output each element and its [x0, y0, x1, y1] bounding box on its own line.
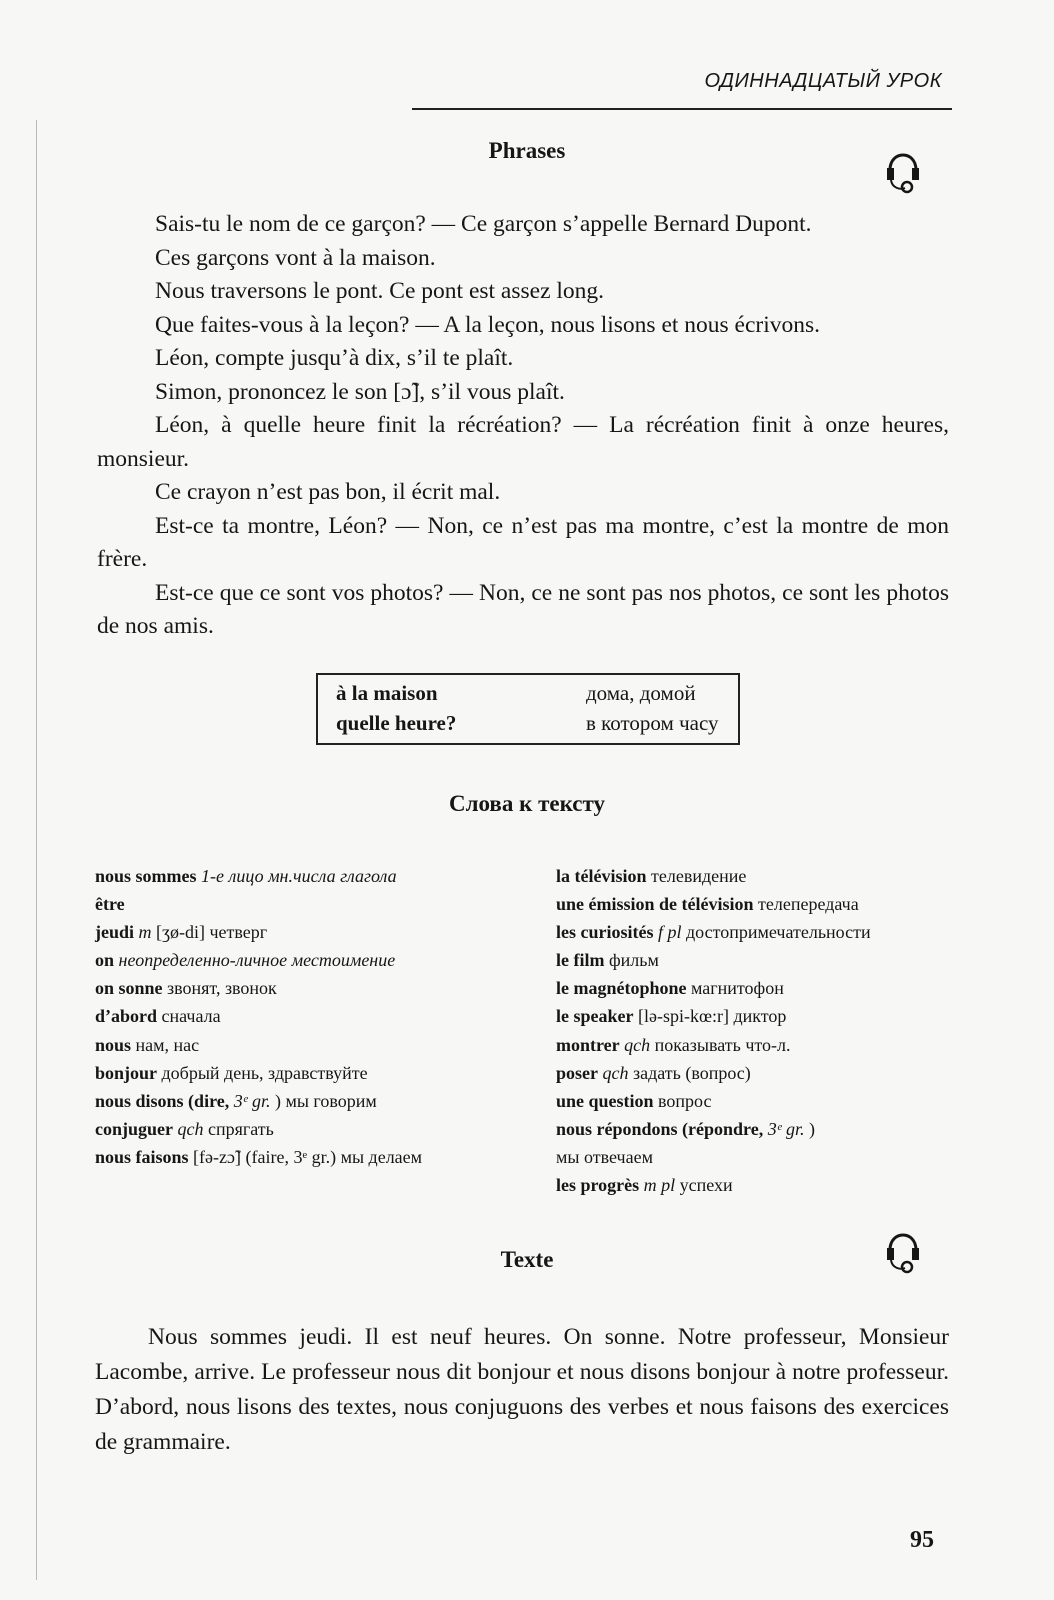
scan-margin-line — [36, 120, 37, 1580]
word-definition: [ʒø-di] четверг — [156, 922, 268, 943]
vocab-row — [336, 711, 728, 741]
word-definition: успехи — [679, 1175, 733, 1196]
word-entry — [556, 1171, 871, 1199]
phrase-line: Que faites-vous à la leçon? — A la leçon, nous lisons et nous écrivons. — [155, 311, 821, 338]
phrase-line: Léon, à quelle heure finit la récréation? — La récréation finit à onze heures, monsieur. — [97, 412, 949, 472]
word-definition: ) мы говорим — [274, 1090, 377, 1111]
word-entry — [556, 1059, 871, 1087]
page-number: 95 — [910, 1527, 934, 1553]
word-definition: фильм — [608, 950, 659, 971]
word-definition: мы отвечаем — [556, 1146, 653, 1167]
vocab-french: quelle heure? — [336, 711, 457, 735]
word-definition: добрый день, здравствуйте — [161, 1062, 368, 1083]
word-definition: спрягать — [208, 1118, 274, 1139]
word-entry — [95, 1031, 422, 1059]
phrase-line: Sais-tu le nom de ce garçon? — Ce garçon s’appelle Bernard Dupont. — [155, 211, 812, 237]
phrases-block — [97, 208, 949, 644]
texte-body — [95, 1320, 949, 1460]
word-term: nous — [95, 1034, 132, 1055]
word-definition: вопрос — [658, 1090, 712, 1111]
vocab-row — [336, 681, 728, 711]
word-term: bonjour — [95, 1062, 158, 1083]
words-title: Слова к тексту — [448, 791, 605, 816]
word-note: m — [138, 922, 152, 943]
word-note: f pl — [657, 922, 682, 943]
word-entry — [95, 918, 422, 946]
word-term: jeudi — [95, 922, 135, 943]
texte-paragraph: Nous sommes jeudi. Il est neuf heures. On sonne. Notre professeur, Monsieur Lacombe, arrive. Le professeur nous dit bonjour et nous disons bonjour à notre professeur. D’abord, nous lisons des textes, nous conjuguons des verbes et nous faisons des exercices de grammaire. — [95, 1324, 949, 1455]
word-definition: телепередача — [758, 894, 859, 915]
words-right-column — [556, 862, 871, 1199]
word-term: nous répondons (répondre, — [556, 1118, 764, 1139]
word-term: conjuguer — [95, 1118, 173, 1139]
word-note: qch — [177, 1118, 204, 1139]
word-note: qch — [602, 1062, 629, 1083]
headphones-icon — [886, 1222, 920, 1274]
word-term: nous disons (dire, — [95, 1090, 230, 1111]
vocab-box — [316, 673, 740, 745]
word-entry — [556, 890, 871, 918]
word-term: montrer — [556, 1034, 620, 1055]
word-definition: сначала — [161, 1006, 221, 1027]
word-entry — [95, 890, 422, 918]
phrase-line: Ces garçons vont à la maison. — [155, 244, 436, 271]
vocab-russian: дома, домой — [586, 681, 696, 705]
word-term: le speaker — [556, 1006, 634, 1027]
word-term: poser — [556, 1062, 598, 1083]
phrase-line: Ce crayon n’est pas bon, il écrit mal. — [155, 479, 501, 505]
running-head: ОДИННАДЦАТЫЙ УРОК — [704, 70, 942, 92]
word-term: on sonne — [95, 978, 163, 999]
word-term: nous faisons — [95, 1146, 189, 1167]
word-definition: телевидение — [651, 866, 747, 886]
header-rule — [412, 108, 952, 110]
word-entry — [95, 862, 422, 890]
word-entry — [95, 974, 422, 1002]
word-term: la télévision — [556, 866, 647, 886]
word-term: les curiosités — [556, 922, 654, 943]
word-entry — [556, 1087, 871, 1115]
word-term: on — [95, 950, 115, 971]
headphones-icon — [886, 142, 920, 194]
word-definition: [fə-zɔ̃] (faire, 3ᵉ gr.) мы делаем — [193, 1146, 423, 1167]
phrase-line: Nous traversons le pont. Ce pont est assez long. — [155, 278, 605, 304]
phrase-line: Est-ce que ce sont vos photos? — Non, ce ne sont pas nos photos, ce sont les photos de nos amis. — [97, 579, 949, 639]
word-note: неопределенно-личное местоимение — [118, 950, 396, 971]
phrase-line: Léon, compte jusqu’à dix, s’il te plaît. — [155, 345, 514, 371]
word-entry — [95, 1143, 422, 1171]
word-entry — [95, 1115, 422, 1143]
phrase-line: Est-ce ta montre, Léon? — Non, ce n’est pas ma montre, c’est la montre de mon frère. — [97, 512, 949, 572]
word-term: être — [95, 894, 125, 915]
word-entry — [556, 1031, 871, 1059]
word-note: qch — [624, 1034, 651, 1055]
word-entry — [95, 946, 422, 974]
word-definition: нам, нас — [135, 1034, 200, 1055]
word-note: m pl — [643, 1175, 676, 1196]
word-definition: [lə-spi-kœ:r] диктор — [637, 1006, 787, 1027]
word-entry — [556, 918, 871, 946]
texte-title: Texte — [500, 1247, 554, 1272]
vocab-russian: в котором часу — [586, 711, 719, 735]
words-left-column — [95, 862, 422, 1171]
word-term: une question — [556, 1090, 654, 1111]
word-entry — [95, 1059, 422, 1087]
word-entry — [556, 1115, 871, 1143]
word-definition: достопримечательности — [686, 922, 871, 943]
word-note: 3ᵉ gr. — [767, 1118, 805, 1139]
word-term: le film — [556, 950, 605, 971]
word-entry — [556, 974, 871, 1002]
word-term: d’abord — [95, 1006, 158, 1027]
word-entry — [556, 862, 871, 890]
word-definition: показывать что-л. — [654, 1034, 791, 1055]
vocab-french: à la maison — [336, 681, 438, 705]
word-definition: задать (вопрос) — [633, 1062, 751, 1083]
word-term: nous sommes — [95, 866, 197, 886]
word-entry — [556, 1002, 871, 1030]
word-note: 3ᵉ gr. — [233, 1090, 271, 1111]
word-definition: ) — [808, 1118, 815, 1139]
word-entry — [556, 946, 871, 974]
word-entry — [95, 1087, 422, 1115]
word-entry — [95, 1002, 422, 1030]
word-definition: магнитофон — [691, 978, 784, 999]
word-term: une émission de télévision — [556, 894, 754, 915]
word-entry — [556, 1143, 871, 1171]
word-term: le magnétophone — [556, 978, 687, 999]
word-note: 1-е лицо мн.числа глагола — [201, 866, 397, 886]
phrase-line: Simon, prononcez le son [ɔ̃], s’il vous plaît. — [155, 378, 565, 405]
phrases-title: Phrases — [488, 138, 566, 163]
word-definition: звонят, звонок — [167, 978, 277, 999]
word-term: les progrès — [556, 1175, 640, 1196]
